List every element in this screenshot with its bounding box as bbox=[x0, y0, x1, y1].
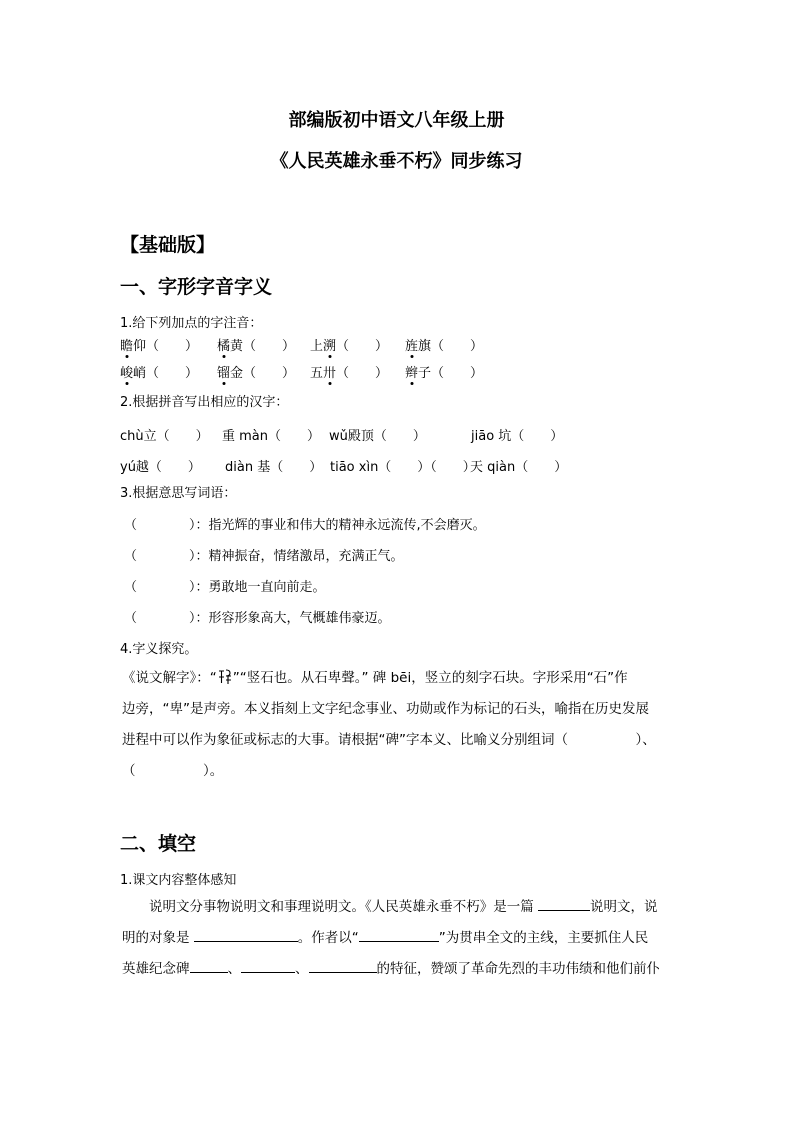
page-subtitle: 《人民英雄永垂不朽》同步练习 bbox=[270, 151, 523, 172]
q2-item: diàn 基（ ） bbox=[225, 460, 323, 475]
q3-item: （ ）：精神振奋，情绪激昂，充满正气。 bbox=[124, 549, 404, 564]
q2-label: 2.根据拼音写出相应的汉字： bbox=[120, 395, 289, 410]
q1-label: 1.给下列加点的字注音： bbox=[120, 316, 263, 331]
q2-item: wǔ殿顶（ ） bbox=[329, 429, 426, 444]
fill-blank[interactable] bbox=[190, 958, 228, 973]
s2-q1-label: 1.课文内容整体感知 bbox=[120, 873, 237, 888]
fill-blank[interactable] bbox=[538, 896, 590, 911]
fill-blank[interactable] bbox=[309, 958, 377, 973]
seal-script-glyph-icon bbox=[217, 668, 233, 686]
q1-item: 辫子（ ） bbox=[405, 362, 483, 381]
q1-item: 镏金（ ） bbox=[217, 362, 295, 381]
section1-heading: 一、字形字音字义 bbox=[120, 276, 273, 298]
q1-item: 上溯（ ） bbox=[310, 335, 388, 354]
q2-item: 重 màn（ ） bbox=[222, 429, 321, 444]
q1-item: 瞻仰（ ） bbox=[120, 335, 198, 354]
q3-label: 3.根据意思写词语： bbox=[120, 486, 237, 501]
q4-label: 4.字义探究。 bbox=[120, 642, 198, 657]
version-heading: 【基础版】 bbox=[120, 234, 216, 256]
q2-item: chù立（ ） bbox=[120, 429, 209, 444]
q1-item: 橘黄（ ） bbox=[217, 335, 295, 354]
q3-item: （ ）：勇敢地一直向前走。 bbox=[124, 580, 326, 595]
q4-paragraph: 《说文解字》：“ ”“竖石也。从石卑聲。” 碑 bēi，竖立的刻字石块。字形采用“石”作 边旁，“卑”是声旁。本义指刻上文字纪念事业、功勋或作为标记的石头，喻指在历史发展 进程中可以作为象征或标志的大事。请根据“碑”字本义、比喻义分别组词（ ）、 （ ）。 bbox=[122, 670, 656, 779]
q2-item: yú越（ ） bbox=[120, 460, 201, 475]
q3-item: （ ）：指光辉的事业和伟大的精神永远流传,不会磨灭。 bbox=[124, 518, 486, 533]
q1-item: 五卅（ ） bbox=[310, 362, 388, 381]
fill-blank[interactable] bbox=[359, 927, 439, 942]
s2-paragraph: 说明文分事物说明文和事理说明文。《人民英雄永垂不朽》是一篇 说明文，说 明的对象是 。作者以“ ”为贯串全文的主线，主要抓住人民 英雄纪念碑 、 、 的特征，赞颂了革命先烈的丰功伟绩和他们前仆 bbox=[122, 892, 677, 985]
q2-item: 天 qiàn（ ） bbox=[470, 460, 568, 475]
fill-blank[interactable] bbox=[241, 958, 295, 973]
q1-item: 旌旗（ ） bbox=[405, 335, 483, 354]
q2-item: tiāo xìn（ ）（ ） bbox=[330, 460, 476, 475]
fill-blank[interactable] bbox=[194, 927, 298, 942]
q2-item: jiāo 坑（ ） bbox=[471, 429, 564, 444]
q3-item: （ ）：形容形象高大，气概雄伟豪迈。 bbox=[124, 611, 391, 626]
q1-item: 峻峭（ ） bbox=[120, 362, 198, 381]
section2-heading: 二、填空 bbox=[120, 833, 197, 855]
page-title: 部编版初中语文八年级上册 bbox=[288, 110, 505, 131]
